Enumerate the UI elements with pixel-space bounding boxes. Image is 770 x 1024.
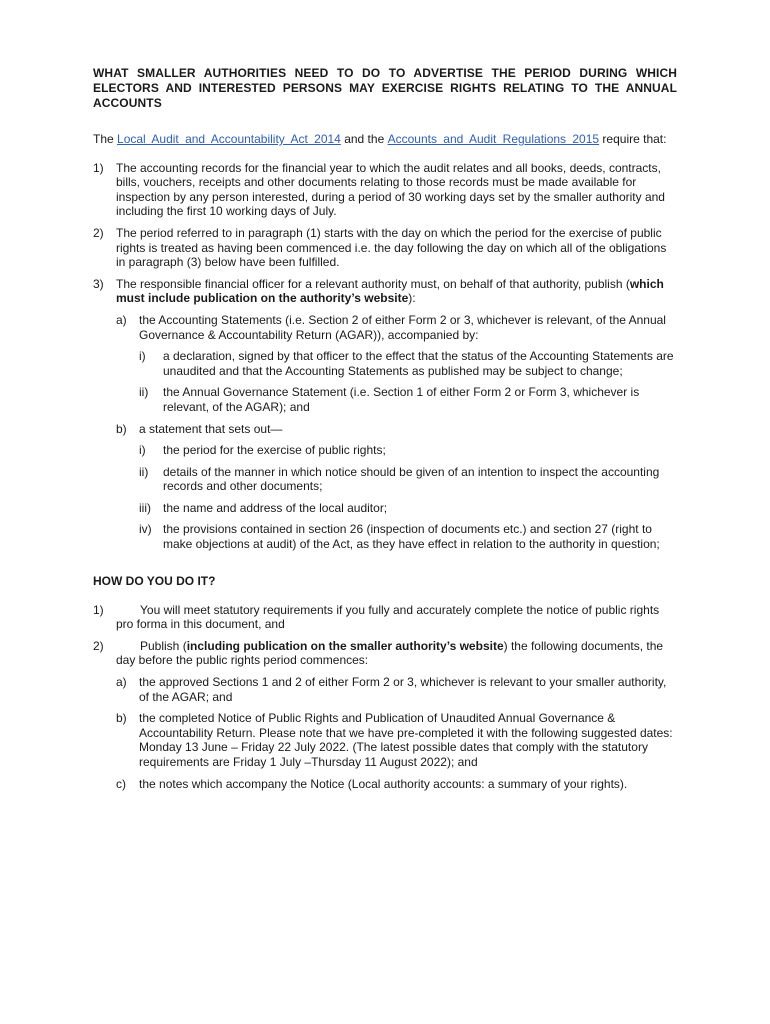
list-letter: a): [116, 312, 127, 327]
list-letter: c): [116, 776, 126, 791]
sub-sub-item-text: a declaration, signed by that officer to the effect that the status of the Accounting Statements are unaudited and that the Accounting Statements as published may be subject to change;: [163, 349, 674, 378]
sub-sub-item-text: details of the manner in which notice should be given of an intention to inspect the accounting records and other documents;: [163, 464, 660, 494]
sub-item-text: a statement that sets out—: [139, 421, 283, 436]
document-body: [93, 66, 677, 791]
requirement-text-start: The responsible financial officer for a relevant authority must, on behalf of that authority, publish (: [116, 276, 630, 291]
list-number: 1): [93, 160, 104, 175]
howto-text-content: You will meet statutory requirements if you fully and accurately complete the notice of public rights pro forma in this document, and: [116, 602, 660, 632]
requirement-item: [93, 277, 677, 306]
requirement-bold-text: which must include publication on the authority’s website: [116, 276, 664, 306]
list-number: 2): [93, 225, 104, 240]
sub-sub-item: [93, 349, 677, 378]
howto-bold-text: including publication on the smaller authority’s website: [186, 638, 504, 653]
requirement-text: The accounting records for the financial year to which the audit relates and all books, deeds, contracts, bills, vouchers, receipts and other documents relating to those records must be made available for inspection by any person interested, during a period of 30 working days set by the smaller authority and including the first 10 working days of July.: [116, 160, 665, 219]
howto-sub-item: [93, 711, 677, 769]
intro-suffix: require that:: [602, 132, 667, 146]
list-number: 1): [93, 602, 104, 617]
link-local-audit-act[interactable]: Local Audit and Accountability Act 2014: [117, 132, 341, 146]
list-letter: a): [116, 675, 127, 690]
sub-sub-item: [93, 385, 677, 414]
list-number: 2): [93, 638, 104, 653]
howto-sub-text: the completed Notice of Public Rights and Publication of Unaudited Annual Governance & Accountability Return. Please note that we have pre-completed it with the following suggested dates: Monday 13 June – Friday 22 July 2022. (The latest possible dates that comply with the statutory requirements are Friday 1 July –Thursday 11 August 2022); and: [139, 711, 673, 769]
sub-sub-item: [93, 465, 677, 494]
list-roman: ii): [139, 385, 149, 400]
requirement-item: [93, 226, 677, 270]
sub-item-text: the Accounting Statements (i.e. Section 2 of either Form 2 or 3, whichever is relevant, of the Annual Governance & Accountability Return (AGAR)), accompanied by:: [139, 312, 666, 342]
howto-sub-item: [93, 777, 677, 792]
howto-item: [93, 603, 677, 632]
link-accounts-audit-regulations[interactable]: Accounts and Audit Regulations 2015: [387, 132, 600, 146]
howto-item: [93, 639, 677, 668]
howto-sub-item: [93, 675, 677, 704]
sub-item: [93, 313, 677, 342]
sub-sub-item: [93, 501, 677, 516]
intro-paragraph: [93, 132, 677, 147]
howto-text: [116, 603, 677, 632]
list-roman: i): [139, 349, 146, 364]
document-heading: WHAT SMALLER AUTHORITIES NEED TO DO TO ADVERTISE THE PERIOD DURING WHICH ELECTORS AND INTERESTED PERSONS MAY EXERCISE RIGHTS RELATING TO THE ANNUAL ACCOUNTS: [93, 66, 677, 110]
howto-text-start: Publish (: [140, 638, 187, 653]
howto-text-end: ) the following documents, the day before the public rights period commences:: [116, 638, 664, 668]
intro-prefix: The: [93, 132, 114, 146]
list-roman: iii): [139, 500, 151, 515]
howto-text: [116, 639, 677, 668]
sub-sub-item-text: the Annual Governance Statement (i.e. Section 1 of either Form 2 or Form 3, whichever is relevant, of the AGAR); and: [163, 385, 640, 414]
requirement-text: The period referred to in paragraph (1) starts with the day on which the period for the exercise of public rights is treated as having been commenced i.e. the day following the day on which all of the obligations in paragraph (3) below have been fulfilled.: [116, 225, 667, 270]
sub-sub-item: [93, 443, 677, 458]
list-roman: iv): [139, 522, 152, 537]
howto-section: [93, 574, 677, 589]
requirement-text: [116, 277, 677, 306]
list-letter: b): [116, 421, 127, 436]
howto-sub-text: the notes which accompany the Notice (Local authority accounts: a summary of your rights).: [139, 776, 628, 791]
list-roman: i): [139, 443, 146, 458]
howto-heading: HOW DO YOU DO IT?: [93, 573, 216, 588]
sub-sub-item-text: the name and address of the local auditor;: [163, 500, 388, 515]
requirement-text-end: ):: [408, 291, 416, 306]
intro-middle: and the: [344, 132, 385, 146]
sub-sub-item: [93, 522, 677, 551]
sub-sub-item-text: the period for the exercise of public rights;: [163, 443, 386, 458]
sub-item: [93, 422, 677, 437]
sub-sub-item-text: the provisions contained in section 26 (inspection of documents etc.) and section 27 (right to make objections at audit) of the Act, as they have effect in relation to the authority in question;: [163, 522, 660, 552]
list-letter: b): [116, 711, 127, 726]
requirement-item: [93, 161, 677, 219]
list-roman: ii): [139, 464, 149, 479]
howto-sub-text: the approved Sections 1 and 2 of either Form 2 or 3, whichever is relevant to your smaller authority, of the AGAR; and: [139, 675, 667, 704]
list-number: 3): [93, 276, 104, 291]
